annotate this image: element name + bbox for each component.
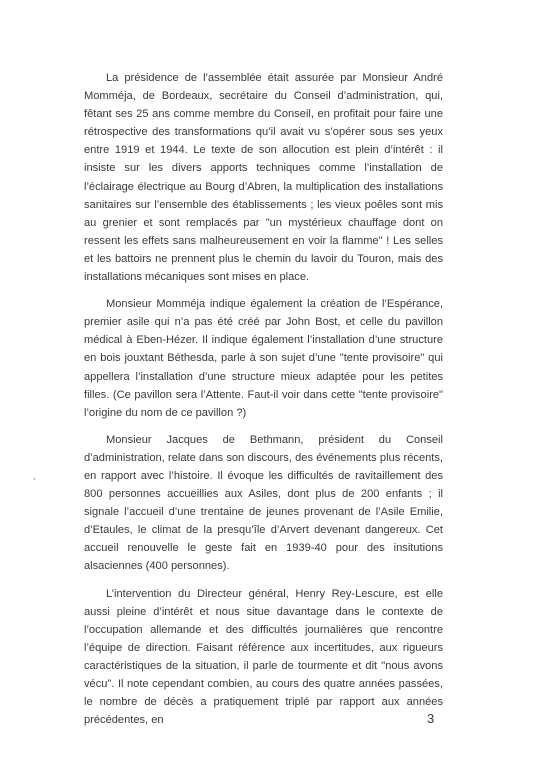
- paragraph-director-intervention: L’intervention du Directeur général, Henry Rey-Lescure, est elle aussi pleine d’intérêt et nous situe davantage dans le contexte de l’occupation allemande et des difficultés journalières que rencontre l’équipe de direction. Faisant référence aux incertitudes, aux rigueurs caractéristiques de la situation, il parle de tourmente et dit "nous avons vécu". Il note cependant combien, au cours des quatre années passées, le nombre de décès a pratiquement triplé par rapport aux années précédentes, en: [84, 587, 443, 727]
- paragraph-assembly-presidency: La présidence de l’assemblée était assurée par Monsieur André Momméja, de Bordeaux, secrétaire du Conseil d’administration, qui, fêtant ses 25 ans comme membre du Conseil, en profitait pour faire une rétrospective des transformations qu’il avait vu s’opérer sous ses yeux entre 1919 et 1944. Le texte de son allocution est plein d’intérêt : il insiste sur les divers apports techniques comme l’installation de l’éclairage électrique au Bourg d’Abren, la multiplication des installations sanitaires sur l’ensemble des établissements ; les vieux poêles sont mis au grenier et sont remplacés par "un mystérieux chauffage dont on ressent les effets sans malheureusement en voir la flamme" ! Les selles et les battoirs ne prennent plus le chemin du lavoir du Touron, mais des installations mécaniques sont mises en place.: [84, 72, 443, 284]
- body-text: [84, 69, 443, 729]
- paragraph-momméja-creations: Monsieur Momméja indique également la création de l’Espérance, premier asile qui n’a pas été créé par John Bost, et celle du pavillon médical à Eben-Hézer. Il indique également l’installation d’une structure en bois jouxtant Béthesda, parle à son sujet d’une "tente provisoire" qui appellera l’installation d’une structure mieux adaptée pour les petites filles. (Ce pavillon sera l’Attente. Faut-il voir dans cette "tente provisoire" l’origine du nom de ce pavillon ?): [84, 298, 443, 419]
- page-number: 3: [427, 711, 435, 726]
- paper-speck: [33, 477, 37, 480]
- paragraph-bethmann-speech: Monsieur Jacques de Bethmann, président du Conseil d’administration, relate dans son discours, des événements plus récents, en rapport avec l’histoire. Il évoque les difficultés de ravitaillement des 800 personnes accueillies aux Asiles, dont plus de 200 enfants ; il signale l’accueil d’une trentaine de jeunes provenant de l’Asile Emilie, d’Etaules, le climat de la presqu’île d’Arvert devenant dangereux. Cet accueil renouvelle le geste fait en 1939-40 pour des insitutions alsaciennes (400 personnes).: [84, 433, 443, 573]
